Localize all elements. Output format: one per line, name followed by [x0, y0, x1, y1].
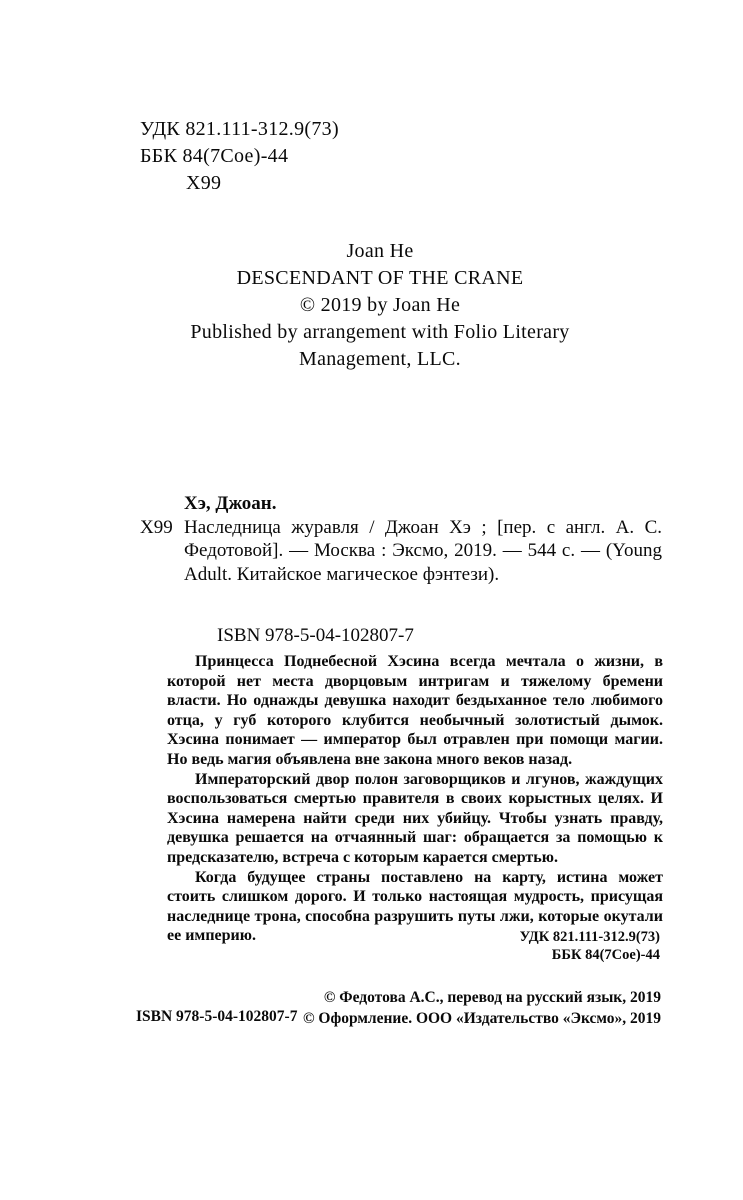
- bibliographic-record: [140, 492, 662, 586]
- bbk-code: ББК 84(7Сое)-44: [140, 145, 289, 167]
- udk-code-right: УДК 821.111-312.9(73): [519, 929, 660, 945]
- arrangement-line-2: Management, LLC.: [299, 348, 461, 370]
- copyright-translation: © Федотова А.С., перевод на русский язык, 2019: [323, 989, 661, 1006]
- annotation-paragraph-3: Когда будущее страны поставлено на карту, истина может стоить слишком дорого. И только настоящая мудрость, присущая наследнице трона, способна разрушить путы лжи, которые окутали ее империю.: [167, 868, 663, 945]
- annotation-paragraph-1: Принцесса Поднебесной Хэсина всегда мечтала о жизни, в которой нет места дворцовым интригам и тяжелому бремени власти. Но однажды девушка находит бездыханное тело любимого отца, у губ которого клубится необычный золотистый дымок. Хэсина понимает — император был отравлен при помощи магии. Но ведь магия объявлена вне закона много веков назад.: [167, 653, 663, 768]
- annotation-block: [167, 652, 663, 946]
- copyright-block: [303, 987, 661, 1029]
- annotation-paragraph-2: Императорский двор полон заговорщиков и лгунов, жаждущих воспользоваться смертью правителя в своих корыстных целях. И Хэсина намерена найти среди них убийцу. Чтобы узнать правду, девушка решается на отчаянный шаг: обращается за помощью к предсказателю, встреча с которым карается смертью.: [167, 770, 663, 866]
- classification-block: [140, 116, 339, 197]
- original-title: DESCENDANT OF THE CRANE: [236, 267, 524, 289]
- biblio-author-sign: Х99: [140, 516, 173, 538]
- biblio-entry: Наследница журавля / Джоан Хэ ; [пер. с англ. А. С. Федотовой]. — Москва : Эксмо, 2019. — 544 с. — (Young Adult. Китайское магическое фэнтези).: [184, 516, 662, 585]
- biblio-author: Хэ, Джоан.: [184, 493, 277, 514]
- arrangement-line-1: Published by arrangement with Folio Literary: [190, 321, 570, 343]
- copyright-design: © Оформление. ООО «Издательство «Эксмо», 2019: [302, 1010, 661, 1027]
- isbn-bottom: ISBN 978-5-04-102807-7: [136, 1008, 298, 1025]
- classification-block-right: [520, 928, 660, 964]
- udk-code: УДК 821.111-312.9(73): [140, 118, 339, 140]
- biblio-entry-wrap: [140, 516, 662, 587]
- author-sign-code: Х99: [186, 172, 222, 194]
- original-title-block: [120, 238, 640, 373]
- isbn-main: ISBN 978-5-04-102807-7: [217, 625, 414, 646]
- original-copyright: © 2019 by Joan He: [299, 294, 461, 316]
- original-author: Joan He: [346, 240, 414, 262]
- bbk-code-right: ББК 84(7Сое)-44: [551, 947, 660, 963]
